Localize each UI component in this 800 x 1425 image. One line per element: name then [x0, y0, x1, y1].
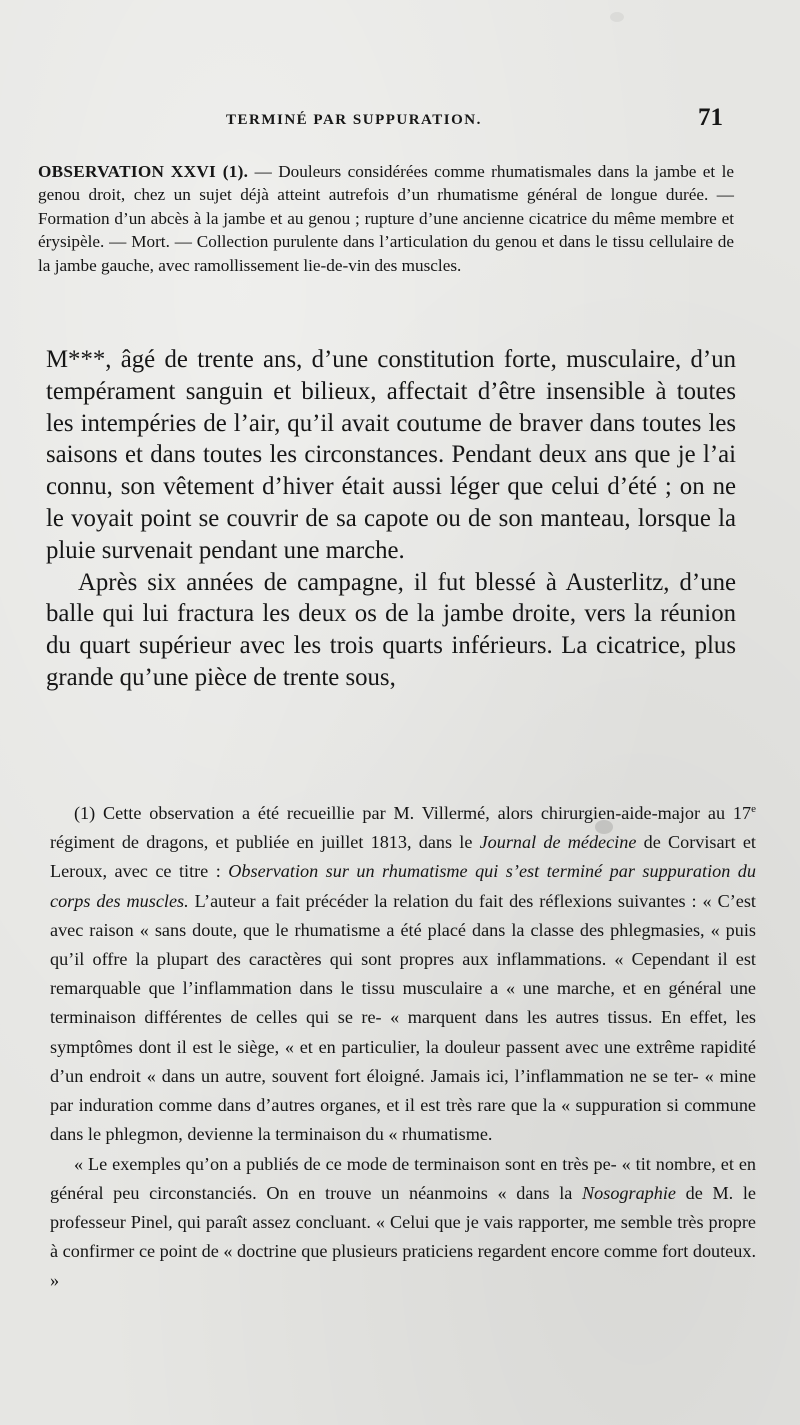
footnote-paragraph [50, 795, 756, 1150]
page-number: 71 [698, 104, 723, 131]
journal-title: Journal de médecine [479, 832, 637, 853]
footnote-text: (1) Cette observation a été recueillie par M. Villermé, alors chirurgien-aide-major au 17 [74, 803, 752, 824]
footnote-paragraph [50, 1150, 756, 1296]
main-text [46, 344, 736, 694]
footnote-text: régiment de dragons, et publiée en juillet 1813, dans le [50, 832, 480, 853]
running-title: TERMINÉ PAR SUPPURATION. [226, 112, 482, 128]
article-title: Observation sur un rhumatisme qui s’est terminé par suppuration du corps des muscles. [50, 861, 756, 911]
page-header [0, 100, 800, 136]
superscript: e [751, 803, 756, 815]
book-title: Nosographie [582, 1182, 676, 1203]
footnote-text: « Le exemples qu’on a publiés de ce mode de terminaison sont en très pe- « tit nombre, et en général peu circonstanciés. On en trouve un néanmoins « dans la [50, 1153, 756, 1203]
footnote-text: L’auteur a fait précéder la relation du fait des réflexions suivantes : « C’est avec raison « sans doute, que le rhumatisme a été placé dans la classe des phlegmasies, « puis qu’il offre la plupart des caractères qui sont propres aux inflammations. « Cependant il est remarquable que l’inflammation dans le tissu musculaire a « une marche, et en général une terminaison différentes de celles qui se re- « marquent dans les autres tissus. En effet, les symptômes dont il est le siège, « et en particulier, la douleur passent avec une extrême rapidité d’un endroit « dans un autre, souvent fort éloigné. Jamais ici, l’inflammation ne se ter- « mine par induration comme dans d’autres organes, et il est très rare que la « suppuration si commune dans le phlegmon, devienne la terminaison du « rhumatisme. [50, 890, 756, 1145]
footnote [50, 795, 756, 1296]
observation-summary-text: — Douleurs considérées comme rhumatismales dans la jambe et le genou droit, chez un sujet déjà atteint autrefois d’un rhumatisme général de longue durée. — Formation d’un abcès à la jambe et au genou ; rupture d’une ancienne cicatrice du même membre et érysipèle. — Mort. — Collection purulente dans l’articulation du genou et dans le tissu cellulaire de la jambe gauche, avec ramollissement lie-de-vin des muscles. [38, 162, 734, 275]
observation-summary [38, 160, 734, 277]
paragraph: M***, âgé de trente ans, d’une constitution forte, musculaire, d’un tempérament sanguin et bilieux, affectait d’être insensible à toutes les intempéries de l’air, qu’il avait coutume de braver dans toutes les saisons et dans toutes les circonstances. Pendant deux ans que je l’ai connu, son vêtement d’hiver était aussi léger que celui d’été ; on ne le voyait point se couvrir de sa capote ou de son manteau, lorsque la pluie survenait pendant une marche. [46, 346, 736, 564]
paper-smudge [610, 12, 624, 22]
observation-title: OBSERVATION XXVI (1). [38, 162, 249, 181]
footnote-text: de M. le professeur Pinel, qui paraît assez concluant. « Celui que je vais rapporter, me semble très propre à confirmer ce point de « doctrine que plusieurs praticiens regardent encore comme fort douteux. » [50, 1182, 756, 1291]
paragraph: Après six années de campagne, il fut blessé à Austerlitz, d’une balle qui lui fractura les deux os de la jambe droite, vers la réunion du quart supérieur avec les trois quarts inférieurs. La cicatrice, plus grande qu’une pièce de trente sous, [46, 568, 736, 691]
footnote-text: de Corvisart et Leroux, avec ce titre : [50, 832, 756, 882]
